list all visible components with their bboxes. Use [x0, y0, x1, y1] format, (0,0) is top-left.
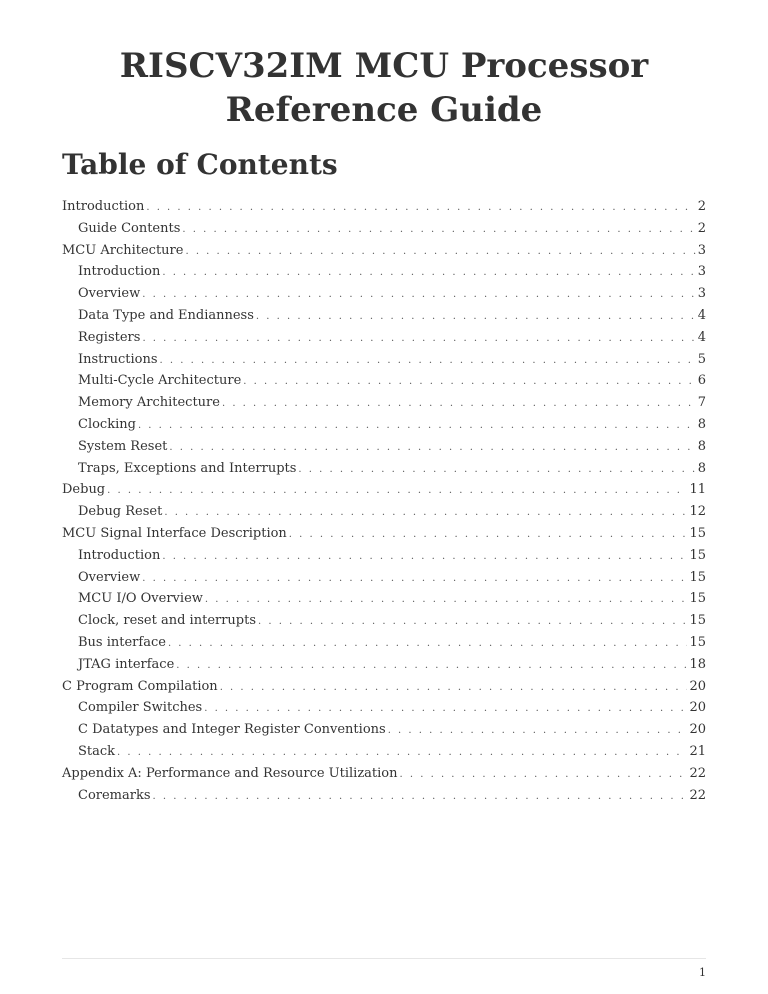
toc-entry-page: 12: [689, 504, 706, 520]
toc-entry[interactable]: [62, 218, 706, 240]
toc-dot-leader: [204, 698, 687, 720]
toc-entry-page: 15: [689, 613, 706, 629]
toc-entry[interactable]: [62, 567, 706, 589]
toc-dot-leader: [298, 459, 695, 481]
toc-entry-title[interactable]: Coremarks: [78, 787, 151, 803]
footer-divider: [62, 958, 706, 959]
toc-entry-page: 15: [689, 591, 706, 607]
toc-entry-page: 2: [697, 220, 706, 236]
toc-entry[interactable]: [62, 479, 706, 501]
toc-entry-page: 21: [689, 743, 706, 759]
toc-entry-title[interactable]: JTAG interface: [78, 656, 175, 672]
toc-dot-leader: [205, 589, 688, 611]
toc-entry-title[interactable]: MCU Architecture: [62, 242, 184, 258]
toc-entry-title[interactable]: Introduction: [78, 547, 161, 563]
toc-entry[interactable]: [62, 327, 706, 349]
toc-entry-title[interactable]: Multi-Cycle Architecture: [78, 373, 242, 389]
toc-entry-page: 15: [689, 525, 706, 541]
toc-dot-leader: [220, 677, 688, 699]
toc-entry-title[interactable]: Compiler Switches: [78, 700, 203, 716]
toc-entry-title[interactable]: Introduction: [78, 264, 161, 280]
toc-entry-page: 5: [697, 351, 706, 367]
toc-entry-page: 2: [697, 199, 706, 214]
toc-dot-leader: [258, 611, 687, 633]
toc-entry[interactable]: [62, 436, 706, 458]
toc-entry[interactable]: [62, 414, 706, 436]
toc-dot-leader: [256, 306, 696, 328]
toc-entry[interactable]: [62, 763, 706, 785]
document-title-line-2: Reference Guide: [225, 90, 543, 130]
toc-entry-title[interactable]: MCU I/O Overview: [78, 591, 203, 607]
toc-entry[interactable]: [62, 196, 706, 218]
toc-dot-leader: [400, 764, 688, 786]
toc-entry-title[interactable]: Stack: [78, 743, 116, 759]
toc-entry[interactable]: [62, 654, 706, 676]
toc-dot-leader: [222, 393, 696, 415]
toc-entry-page: 22: [689, 765, 706, 781]
toc-entry-page: 15: [689, 634, 706, 650]
toc-entry[interactable]: [62, 240, 706, 262]
toc-entry-title[interactable]: Debug: [62, 482, 106, 498]
toc-dot-leader: [243, 371, 695, 393]
toc-entry[interactable]: [62, 283, 706, 305]
toc-entry-title[interactable]: Instructions: [78, 351, 158, 367]
toc-dot-leader: [138, 415, 696, 437]
document-title: [62, 44, 706, 132]
toc-entry-page: 20: [689, 700, 706, 716]
toc-entry[interactable]: [62, 719, 706, 741]
toc-dot-leader: [182, 219, 695, 241]
toc-entry-page: 8: [697, 460, 706, 476]
toc-entry[interactable]: [62, 523, 706, 545]
toc-dot-leader: [289, 524, 688, 546]
toc-entry-title[interactable]: C Datatypes and Integer Register Conventions: [78, 722, 386, 738]
toc-entry-title[interactable]: Bus interface: [78, 634, 166, 650]
toc-dot-leader: [153, 786, 688, 808]
toc-entry-title[interactable]: Overview: [78, 286, 141, 302]
toc-entry-page: 20: [689, 722, 706, 738]
toc-dot-leader: [164, 502, 687, 524]
toc-entry[interactable]: [62, 305, 706, 327]
toc-entry-page: 15: [689, 569, 706, 585]
toc-entry-title[interactable]: Overview: [78, 569, 141, 585]
toc-entry-page: 18: [689, 656, 706, 672]
toc-heading: Table of Contents: [62, 148, 338, 181]
toc-dot-leader: [169, 437, 695, 459]
toc-entry[interactable]: [62, 697, 706, 719]
toc-entry[interactable]: [62, 370, 706, 392]
toc-entry[interactable]: [62, 261, 706, 283]
page-number: 1: [699, 966, 706, 979]
toc-entry[interactable]: [62, 785, 706, 807]
toc-entry-page: 4: [697, 329, 706, 345]
toc-entry-page: 3: [697, 286, 706, 302]
toc-entry-title[interactable]: Debug Reset: [78, 504, 163, 520]
toc-entry-title[interactable]: Memory Architecture: [78, 395, 220, 411]
toc-dot-leader: [160, 350, 696, 372]
toc-dot-leader: [176, 655, 687, 677]
toc-entry-title[interactable]: Guide Contents: [78, 220, 181, 236]
toc-entry-page: 4: [697, 307, 706, 323]
toc-entry-title[interactable]: System Reset: [78, 438, 168, 454]
toc-entry-title[interactable]: Clock, reset and interrupts: [78, 613, 257, 629]
toc-entry[interactable]: [62, 676, 706, 698]
toc-entry[interactable]: [62, 392, 706, 414]
toc-entry-title[interactable]: Introduction: [62, 199, 145, 214]
toc-entry-title[interactable]: Data Type and Endianness: [78, 307, 254, 323]
toc-dot-leader: [107, 480, 687, 502]
toc-entry-page: 15: [689, 547, 706, 563]
table-of-contents: [62, 196, 706, 806]
toc-dot-leader: [117, 742, 687, 764]
toc-entry-title[interactable]: Appendix A: Performance and Resource Utilization: [62, 765, 398, 781]
toc-entry-page: 7: [697, 395, 706, 411]
toc-dot-leader: [162, 262, 695, 284]
toc-entry-title[interactable]: Clocking: [78, 416, 136, 432]
toc-entry-page: 8: [697, 438, 706, 454]
toc-entry-title[interactable]: MCU Signal Interface Description: [62, 525, 287, 541]
toc-entry[interactable]: [62, 349, 706, 371]
toc-dot-leader: [142, 568, 687, 590]
toc-entry[interactable]: [62, 545, 706, 567]
toc-dot-leader: [168, 633, 688, 655]
toc-dot-leader: [185, 241, 695, 263]
toc-dot-leader: [146, 197, 695, 219]
toc-entry-page: 3: [697, 264, 706, 280]
toc-entry[interactable]: [62, 741, 706, 763]
toc-dot-leader: [388, 720, 688, 742]
document-title-line-1: RISCV32IM MCU Processor: [119, 46, 649, 86]
toc-entry-page: 22: [689, 787, 706, 803]
toc-entry[interactable]: [62, 632, 706, 654]
toc-dot-leader: [142, 328, 695, 350]
toc-entry-page: 6: [697, 373, 706, 389]
toc-dot-leader: [162, 546, 687, 568]
toc-entry-title[interactable]: Registers: [78, 329, 141, 345]
toc-entry-title[interactable]: C Program Compilation: [62, 678, 218, 694]
toc-entry[interactable]: [62, 501, 706, 523]
toc-entry-page: 3: [697, 242, 706, 258]
toc-entry-page: 8: [697, 416, 706, 432]
toc-entry[interactable]: [62, 610, 706, 632]
toc-entry[interactable]: [62, 458, 706, 480]
toc-dot-leader: [142, 284, 695, 306]
toc-entry-page: 20: [689, 678, 706, 694]
toc-entry-page: 11: [689, 482, 706, 498]
toc-entry-title[interactable]: Traps, Exceptions and Interrupts: [78, 460, 297, 476]
toc-entry[interactable]: [62, 588, 706, 610]
